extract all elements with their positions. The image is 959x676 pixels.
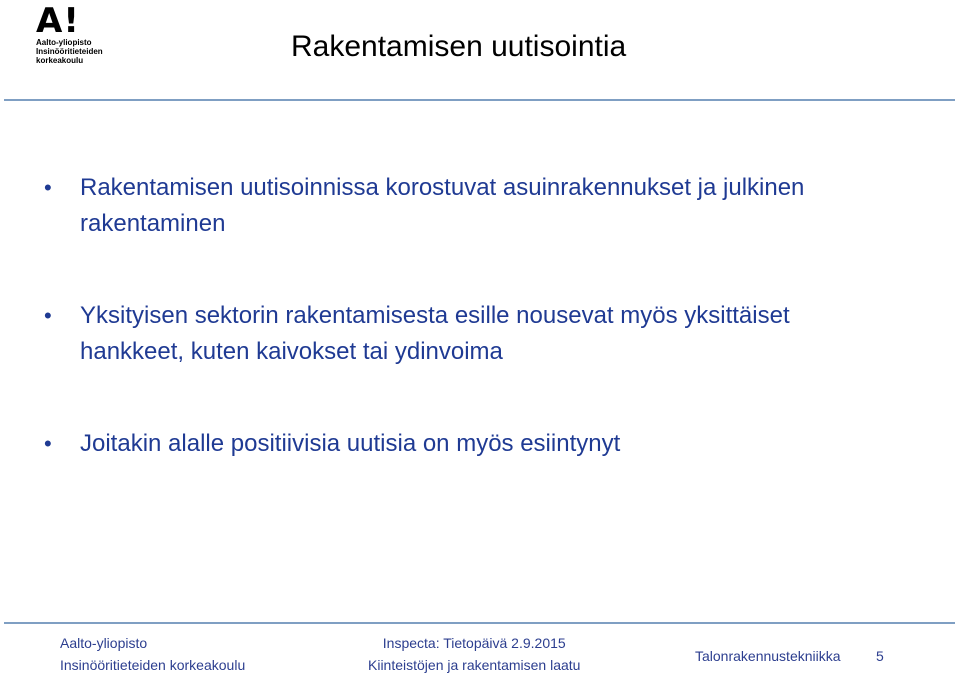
bullet-icon: • — [44, 431, 52, 456]
slide-title: Rakentamisen uutisointia — [291, 30, 627, 63]
header-divider — [4, 99, 955, 101]
logo-exclaim: ! — [63, 1, 79, 41]
footer-event-line-1: Inspecta: Tietopäivä 2.9.2015 — [382, 635, 566, 651]
footer-org-line-1: Aalto-yliopisto — [60, 635, 148, 651]
bullet-item — [44, 298, 900, 370]
aalto-logo-mark — [36, 1, 116, 41]
logo-line-1: Aalto-yliopisto — [36, 38, 92, 47]
bullet-icon: • — [44, 175, 52, 200]
logo-line-2: Insinööritieteiden — [36, 47, 103, 56]
footer-org-line-2: Insinööritieteiden korkeakoulu — [60, 657, 246, 673]
bullet-item — [44, 170, 900, 242]
footer-event-line-2: Kiinteistöjen ja rakentamisen laatu — [368, 657, 581, 673]
bullet-item — [44, 426, 900, 462]
footer-event — [368, 632, 580, 676]
footer-organization — [60, 632, 245, 676]
footer-divider — [4, 622, 955, 624]
logo-letter: A — [36, 1, 63, 41]
bullet-text: Yksityisen sektorin rakentamisesta esille nousevat myös yksittäiset hankkeet, kuten kaivokset tai ydinvoima — [80, 302, 790, 365]
bullet-icon: • — [44, 303, 52, 328]
bullet-text: Joitakin alalle positiivisia uutisia on myös esiintynyt — [80, 430, 621, 457]
page-number: 5 — [876, 648, 884, 664]
logo-line-3: korkeakoulu — [36, 56, 84, 65]
footer-department: Talonrakennustekniikka — [695, 648, 841, 664]
bullet-text: Rakentamisen uutisoinnissa korostuvat asuinrakennukset ja julkinen rakentaminen — [80, 174, 805, 237]
aalto-logo — [36, 1, 116, 65]
